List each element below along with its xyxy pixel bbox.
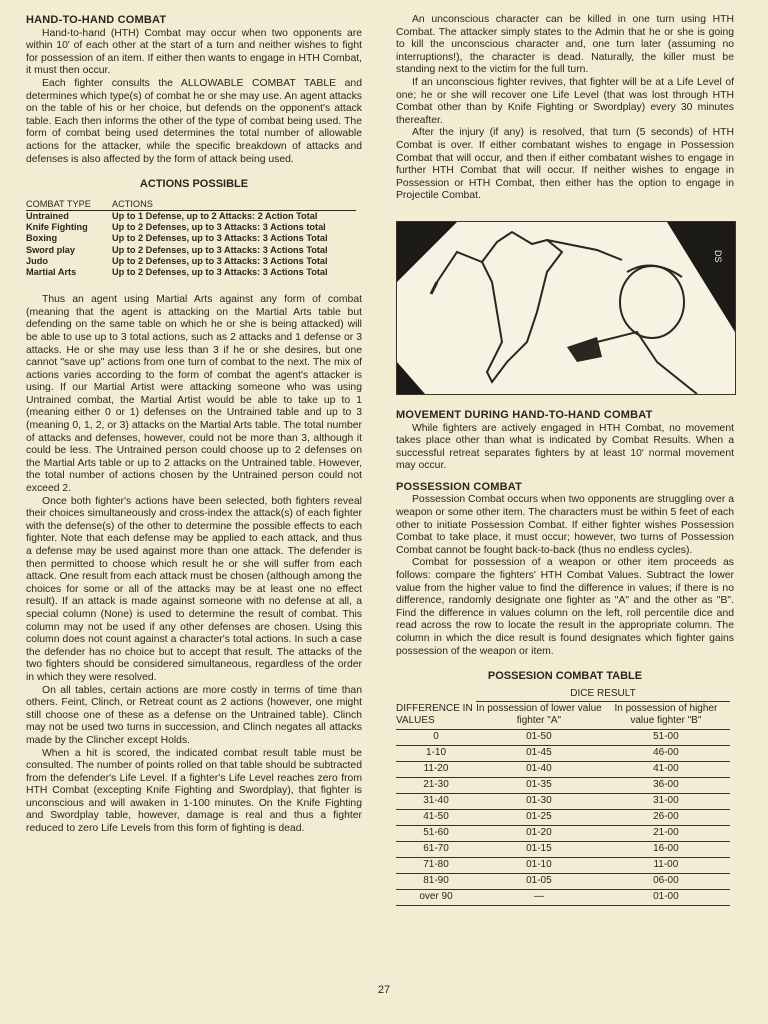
- table-row: [396, 729, 730, 745]
- possession-heading: POSSESSION COMBAT: [396, 480, 523, 493]
- combat-type-cell: Boxing: [26, 233, 58, 244]
- fighter-b-cell: 01-00: [602, 889, 730, 905]
- fighters-illustration-image: [397, 222, 735, 394]
- actions-header-actions: ACTIONS: [112, 199, 356, 211]
- page-number: 27: [377, 984, 391, 996]
- difference-cell: 1-10: [396, 745, 476, 761]
- actions-possible-table: [26, 199, 356, 278]
- difference-cell: 31-40: [396, 793, 476, 809]
- fighter-b-column-header: In possession of higher value fighter "B": [602, 701, 730, 729]
- difference-cell: 51-60: [396, 825, 476, 841]
- table-row: [396, 761, 730, 777]
- possession-table-title: POSSESION COMBAT TABLE: [487, 670, 643, 683]
- table-row: [396, 825, 730, 841]
- fighter-b-cell: 31-00: [602, 793, 730, 809]
- table-row: [26, 222, 356, 233]
- possession-paragraph-2: Combat for possession of a weapon or other item proceeds as follows: compare the fighters' HTH Combat Values. Subtract the lower value from the higher value to find the difference in values; if there is no difference, randomly designate one fighter as "A" and the other as "B". Find the difference in values column on the left, roll percentile dice and read across the row to locate the result in the appropriate column. The column in which the dice result is found designates which fighter gains possession of the weapon or item.: [396, 557, 734, 657]
- difference-cell: over 90: [396, 889, 476, 905]
- fighter-a-cell: 01-10: [476, 857, 602, 873]
- table-row: [396, 889, 730, 905]
- table-row: [396, 793, 730, 809]
- fighter-b-cell: 46-00: [602, 745, 730, 761]
- actions-header-type: COMBAT TYPE: [26, 199, 112, 211]
- fighter-a-cell: —: [476, 889, 602, 905]
- injury-paragraph: After the injury (if any) is resolved, that turn (5 seconds) of HTH Combat is over. If either combatant wishes to engage in Possession Combat that will occur, and then if either combatant wishes to engage in further HTH Combat that will occur. If neither wishes to engage in Possession or HTH Combat, then either has the option to engage in Projectile Combat.: [396, 127, 734, 202]
- hth-paragraph-5: On all tables, certain actions are more costly in terms of time than others. Feint, Clinch, or Retreat count as 2 actions (however, one might still choose one of these as a defense on the Untrained table). Clinch may not be used two turns in succession, and Clinch negates all attacks made by the Clincher except Holds.: [26, 684, 362, 746]
- possession-combat-table: [396, 687, 730, 906]
- table-row: [396, 777, 730, 793]
- fighter-a-cell: 01-05: [476, 873, 602, 889]
- table-row: [396, 745, 730, 761]
- fighter-b-cell: 21-00: [602, 825, 730, 841]
- table-row: [396, 857, 730, 873]
- fighter-b-cell: 36-00: [602, 777, 730, 793]
- table-row: [26, 256, 356, 267]
- combat-type-cell: Judo: [26, 255, 48, 266]
- revive-paragraph: If an unconscious fighter revives, that fighter will be at a Life Level of one; he or she will recover one Life Level (that was lost through HTH Combat other than by Knife Fighting or Swordplay) every 30 minutes thereafter.: [396, 76, 734, 126]
- table-row: [396, 809, 730, 825]
- fighter-b-cell: 51-00: [602, 729, 730, 745]
- movement-heading: MOVEMENT DURING HAND-TO-HAND COMBAT: [396, 408, 653, 421]
- fighter-a-cell: 01-40: [476, 761, 602, 777]
- hth-paragraph-1: Hand-to-hand (HTH) Combat may occur when two opponents are within 10' of each other at the start of a turn and neither wishes to fight for possession of an item. If either then wants to engage in HTH Combat, it must then occur.: [26, 27, 362, 77]
- fighter-a-cell: 01-25: [476, 809, 602, 825]
- table-row: [26, 245, 356, 256]
- difference-cell: 11-20: [396, 761, 476, 777]
- table-row: [26, 210, 356, 222]
- fighter-b-cell: 41-00: [602, 761, 730, 777]
- actions-possible-title: ACTIONS POSSIBLE: [139, 178, 249, 191]
- actions-cell: Up to 2 Defenses, up to 3 Attacks: 3 Actions total: [112, 222, 326, 233]
- unconscious-paragraph: An unconscious character can be killed in one turn using HTH Combat. The attacker simply states to the Admin that he or she is going to kill the unconscious character and, one turn later (assuming no interruptions!), the character is dead. Naturally, the killer must be standing next to the victim for the full turn.: [396, 14, 734, 76]
- fighter-b-cell: 16-00: [602, 841, 730, 857]
- combat-illustration: [396, 221, 736, 395]
- table-row: [26, 233, 356, 244]
- combat-type-cell: Sword play: [26, 244, 76, 255]
- fighter-b-cell: 11-00: [602, 857, 730, 873]
- combat-type-cell: Knife Fighting: [26, 222, 88, 233]
- fighter-b-cell: 06-00: [602, 873, 730, 889]
- combat-type-cell: Untrained: [26, 210, 69, 221]
- difference-cell: 41-50: [396, 809, 476, 825]
- fighter-b-cell: 26-00: [602, 809, 730, 825]
- left-column: [26, 14, 362, 836]
- actions-cell: Up to 2 Defenses, up to 3 Attacks: 3 Actions Total: [112, 266, 328, 277]
- difference-column-header: DIFFERENCE IN VALUES: [396, 701, 476, 729]
- actions-cell: Up to 2 Defenses, up to 3 Attacks: 3 Actions Total: [112, 255, 328, 266]
- difference-cell: 81-90: [396, 873, 476, 889]
- dice-result-header: DICE RESULT: [476, 687, 730, 702]
- difference-cell: 0: [396, 729, 476, 745]
- right-column: [396, 14, 734, 906]
- fighter-a-cell: 01-20: [476, 825, 602, 841]
- fighter-a-cell: 01-15: [476, 841, 602, 857]
- hth-paragraph-2: Each fighter consults the ALLOWABLE COMBAT TABLE and determines which type(s) of combat he or she may use. An agent attacks on the table of his or her choice, but defends on the opponent's attack table. Each then informs the other of the type of combat being used. The form of combat being used determines the total number of allowable actions for the attacker, while the specific breakdown of attacks and defenses is also affected by the form of attack being used.: [26, 77, 362, 165]
- fighter-a-cell: 01-50: [476, 729, 602, 745]
- hth-paragraph-3: Thus an agent using Martial Arts against any form of combat (meaning that the agent is attacking on the Martial Arts table but defending on the same table on which he or she is being attacked) will be able to use up to 3 total actions, such as 2 attacks and 1 defense or 3 attacks. He or she may use less than 3 if he or she desires, but one cannot "save up" actions from one turn of combat to the next. The mix of actions varies according to the form of combat the agent's attacker is using. If our Martial Artist were attacking someone who was using Untrained combat, the Martial Artist would be able to take up to 1 (meaning either 0 or 1) defenses on the Untrained table and up to 3 (meaning 0, 1, 2, or 3) attacks on the Martial Arts table. The total number of attacks and defenses, however, could not be more than 3, although it could be less. The Untrained person could choose up to 2 defenses on the Martial Arts table or up to 2 attacks on the Untrained table. However, the total number of actions chosen by the Untrained person could not exceed 2.: [26, 294, 362, 495]
- hth-paragraph-6: When a hit is scored, the indicated combat result table must be consulted. The number of points rolled on that table should be subtracted from the defender's Life Level. If a fighter's Life Level reaches zero from HTH Combat (excepting Knife Fighting and Swordplay), that fighter is unconscious and will awaken in 1-100 minutes. On the Knife Fighting and Swordplay table, however, damage is real and thus a fighter reduced to zero Life Levels from this form of fighting is dead.: [26, 747, 362, 835]
- fighter-a-cell: 01-35: [476, 777, 602, 793]
- svg-text:DS: DS: [713, 249, 723, 263]
- fighter-a-cell: 01-30: [476, 793, 602, 809]
- possession-paragraph-1: Possession Combat occurs when two opponents are struggling over a weapon or some other item. The characters must be within 5 feet of each other to initiate Possession Combat. If either fighter wishes Possession Combat to take place, it must occur; however, two turns of Possession Combat cannot be fought back-to-back (thus no endless cycles).: [396, 494, 734, 556]
- fighter-a-column-header: In possession of lower value fighter "A": [476, 701, 602, 729]
- fighter-a-cell: 01-45: [476, 745, 602, 761]
- difference-cell: 21-30: [396, 777, 476, 793]
- hth-paragraph-4: Once both fighter's actions have been selected, both fighters reveal their choices simultaneously and cross-index the attack(s) of each fighter with the defense(s) of the other to determine the possible effects to each fighter. Note that each defense may be applied to each attack, and thus a defense may be used against more than one attack. The defender is then permitted to choose which result he or she will suffer from each attack. One result from each attack must be chosen (although among the choices for some or all of the attacks may be at least one no effect result). If an attack is made against someone with no defense at all, a special column (None) is used to determine the result of combat. This column may not be used if any other defenses are chosen. Using this column does not count against a character's total actions. In such a case the defender has no choice but to accept that result. The attacks of the two fighters should be considered simultaneous, regardless of the order in which they were resolved.: [26, 495, 362, 683]
- actions-cell: Up to 2 Defenses, up to 3 Attacks: 3 Actions Total: [112, 233, 328, 244]
- hth-heading: HAND-TO-HAND COMBAT: [26, 14, 167, 26]
- actions-cell: Up to 1 Defense, up to 2 Attacks: 2 Action Total: [112, 210, 318, 221]
- difference-cell: 71-80: [396, 857, 476, 873]
- movement-paragraph: While fighters are actively engaged in HTH Combat, no movement takes place other than what is indicated by Combat Results. When a successful retreat separates fighters by at least 10' normal movement may occur.: [396, 422, 734, 472]
- combat-type-cell: Martial Arts: [26, 266, 77, 277]
- table-row: [26, 267, 356, 278]
- actions-cell: Up to 2 Defenses, up to 3 Attacks: 3 Actions Total: [112, 244, 328, 255]
- difference-cell: 61-70: [396, 841, 476, 857]
- table-row: [396, 873, 730, 889]
- table-row: [396, 841, 730, 857]
